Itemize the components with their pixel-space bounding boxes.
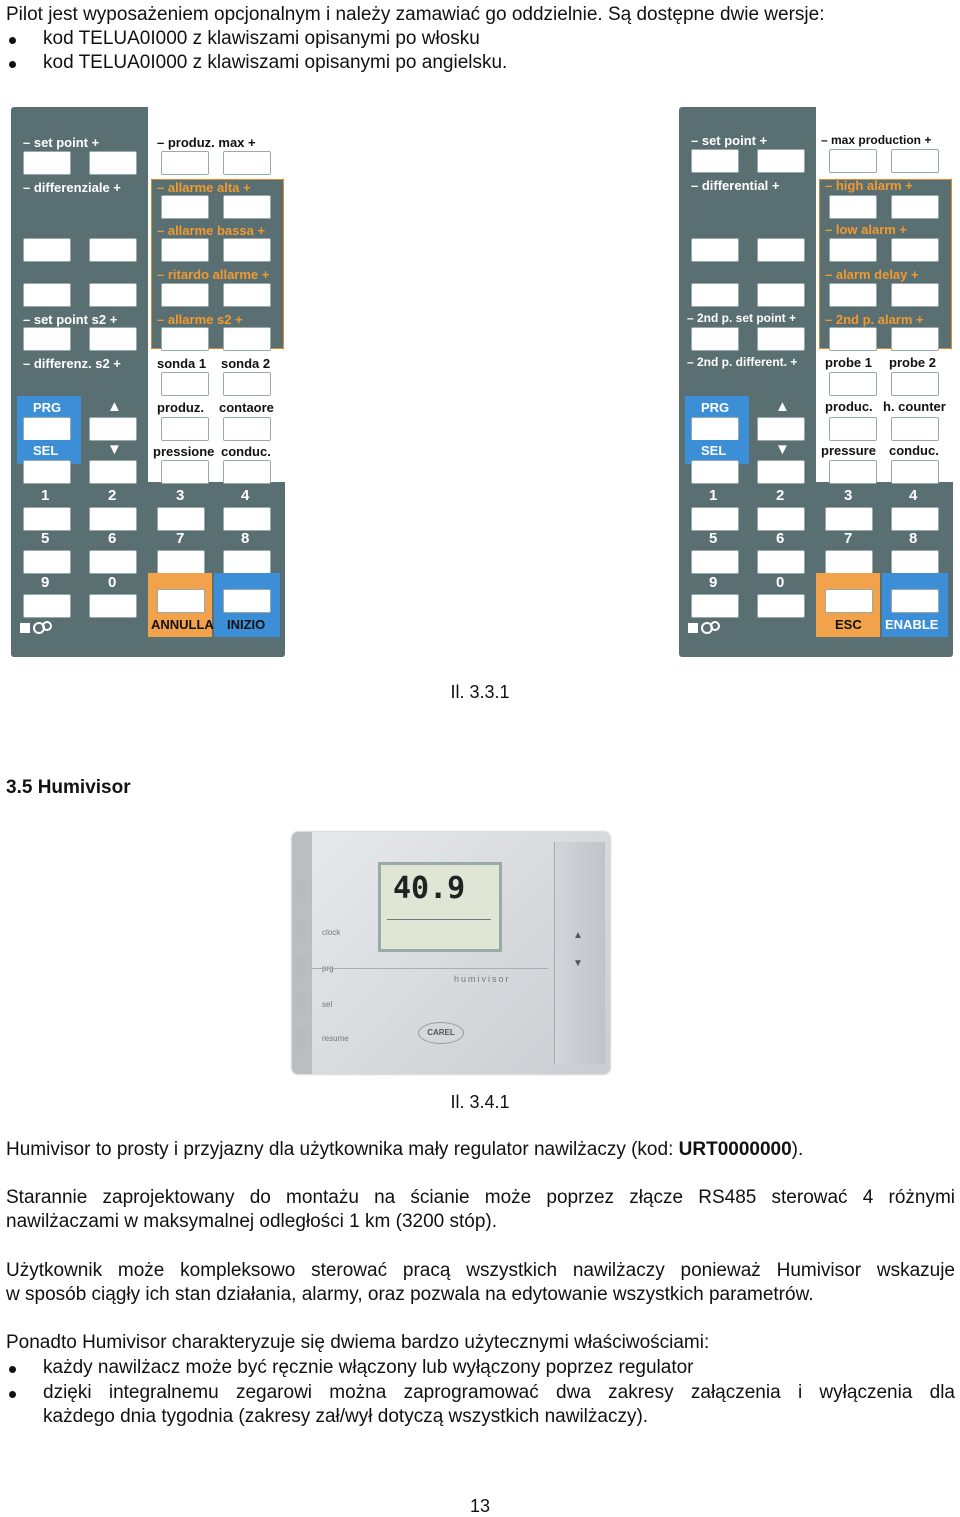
brand-label: humivisor [454,974,511,984]
digit-4: 4 [909,487,918,504]
key[interactable] [223,372,271,396]
digit-7: 7 [844,530,853,547]
key-label: – alarm delay + [825,267,919,282]
key[interactable] [161,460,209,484]
key[interactable] [161,238,209,262]
key[interactable] [757,283,805,307]
keypad-italian [11,107,285,657]
digit-0: 0 [776,574,785,591]
figure-caption: Il. 3.3.1 [450,682,510,702]
key-label: probe 1 [825,355,872,370]
key[interactable] [891,238,939,262]
digit-5: 5 [709,530,718,547]
key-label: – 2nd p. set point + [687,311,797,325]
digit-9: 9 [41,574,50,591]
key[interactable] [829,327,877,351]
key-label: – set point + [23,135,100,150]
key[interactable] [89,238,137,262]
bullet-dot [9,37,16,44]
digit-9: 9 [709,574,718,591]
side-button[interactable] [296,920,306,942]
key[interactable] [223,550,271,574]
key[interactable] [161,327,209,351]
key[interactable] [691,550,739,574]
key[interactable] [161,195,209,219]
digit-0: 0 [108,574,117,591]
key[interactable] [223,283,271,307]
key-label: – differenz. s2 + [23,356,121,371]
paragraph-line: w sposób ciągły ich stan działania, alarmy, oraz pozwala na edytowanie wszystkich parametrów. [6,1284,814,1305]
key[interactable] [829,283,877,307]
key-label: h. counter [883,399,946,414]
digit-4: 4 [241,487,250,504]
paragraph-line: Starannie zaprojektowany do montażu na ścianie może poprzez złącze RS485 sterować 4 różnymi [6,1187,955,1208]
key[interactable] [757,460,805,484]
key[interactable] [89,550,137,574]
key[interactable] [757,327,805,351]
digit-2: 2 [776,487,785,504]
bullet-item: kod TELUA0I000 z klawiszami opisanymi po angielsku. [43,52,508,73]
key-label: – produz. max + [157,135,256,150]
key[interactable] [891,195,939,219]
prg-label: PRG [33,400,62,415]
digit-3: 3 [176,487,185,504]
key-label: sonda 2 [221,356,271,371]
key[interactable] [23,327,71,351]
down-arrow-icon: ▼ [775,441,790,458]
key[interactable] [891,283,939,307]
key[interactable] [23,151,71,175]
key-label: – set point s2 + [23,312,118,327]
down-arrow-icon: ▼ [107,441,122,458]
key[interactable] [829,149,877,173]
key[interactable] [161,151,209,175]
side-button[interactable] [296,992,306,1014]
key-label: – differenziale + [23,180,121,195]
key[interactable] [691,507,739,531]
key[interactable] [23,283,71,307]
digit-8: 8 [909,530,918,547]
key-label: – set point + [691,133,768,148]
key[interactable] [23,417,71,441]
digit-8: 8 [241,530,250,547]
key[interactable] [691,327,739,351]
key[interactable] [825,550,873,574]
key-label: – differential + [691,178,780,193]
key[interactable] [691,594,739,618]
intro-line: Pilot jest wyposażeniem opcjonalnym i należy zamawiać go oddzielnie. Są dostępne dwie wersje: [6,4,825,25]
key-label: pressione [153,444,215,459]
sel-label: sel [322,1000,333,1009]
bullet-item: kod TELUA0I000 z klawiszami opisanymi po włosku [43,28,480,49]
key-label: – allarme alta + [157,180,251,195]
key[interactable] [89,460,137,484]
key[interactable] [161,283,209,307]
key[interactable] [891,417,939,441]
sel-label: SEL [701,443,727,458]
key[interactable] [223,460,271,484]
key[interactable] [691,238,739,262]
key[interactable] [757,238,805,262]
bullet-dot [9,1391,16,1398]
key-label: produz. [157,400,204,415]
page-number: 13 [469,1496,491,1516]
digit-1: 1 [41,487,50,504]
key-label: conduc. [221,444,271,459]
key-label: conduc. [889,443,939,458]
key[interactable] [891,149,939,173]
digit-2: 2 [108,487,117,504]
key-label: – 2nd p. alarm + [825,312,924,327]
key[interactable] [757,594,805,618]
key[interactable] [89,327,137,351]
key-label: probe 2 [889,355,936,370]
key[interactable] [161,372,209,396]
key-label: – low alarm + [825,222,908,237]
key[interactable] [691,460,739,484]
key[interactable] [89,283,137,307]
key[interactable] [223,151,271,175]
sel-label: SEL [33,443,59,458]
digit-7: 7 [176,530,185,547]
side-panel [554,842,605,1064]
key[interactable] [825,507,873,531]
key[interactable] [23,460,71,484]
up-arrow-icon: ▲ [775,398,790,415]
key[interactable] [89,594,137,618]
key[interactable] [223,327,271,351]
paragraph: Humivisor to prosty i przyjazny dla użytkownika mały regulator nawilżaczy (kod: URT0000000). [6,1139,804,1160]
steam-icon [687,619,721,637]
carel-logo: CAREL [418,1022,464,1044]
key[interactable] [757,507,805,531]
key-label: pressure [821,443,876,458]
key[interactable] [829,372,877,396]
lcd-display [378,862,502,952]
bullet-dot [9,61,16,68]
side-button[interactable] [296,956,306,978]
bullet-item: każdy nawilżacz może być ręcznie włączony lub wyłączony poprzez regulator [43,1357,694,1378]
bullet-item: dzięki integralnemu zegarowi można zaprogramować dwa zakresy załączenia i wyłączenia dla [43,1382,955,1403]
key[interactable] [757,550,805,574]
annulla-label: ANNULLA [151,617,214,632]
key[interactable] [23,550,71,574]
key[interactable] [891,327,939,351]
key[interactable] [891,460,939,484]
key[interactable] [891,550,939,574]
key[interactable] [891,372,939,396]
digit-5: 5 [41,530,50,547]
key[interactable] [223,238,271,262]
key[interactable] [691,417,739,441]
key[interactable] [89,507,137,531]
figure-caption: Il. 3.4.1 [450,1092,510,1112]
steam-icon [19,619,53,637]
key-label: sonda 1 [157,356,207,371]
bullet-dot [9,1366,16,1373]
key[interactable] [161,417,209,441]
paragraph-line: nawilżaczami w maksymalnej odległości 1 km (3200 stóp). [6,1211,498,1232]
side-button[interactable] [296,1028,306,1050]
key[interactable] [157,507,205,531]
product-code: URT0000000 [678,1139,792,1160]
key[interactable] [829,460,877,484]
prg-label: PRG [701,400,730,415]
key-label: – 2nd p. different. + [687,355,798,369]
section-heading: 3.5 Humivisor [6,777,131,798]
key[interactable] [89,151,137,175]
enable-label: ENABLE [885,617,939,632]
clock-label: clock [322,928,341,937]
key[interactable] [23,507,71,531]
key-label: contaore [219,400,274,415]
key[interactable] [691,149,739,173]
key[interactable] [23,238,71,262]
up-arrow-icon: ▲ [107,398,122,415]
bullet-item-continuation: każdego dnia tygodnia (zakresy zał/wył dotyczą wszystkich nawilżaczy). [43,1406,649,1427]
side-button[interactable] [296,880,306,902]
display-value: 40.9 [393,871,466,906]
key-label: – allarme s2 + [157,312,243,327]
digit-3: 3 [844,487,853,504]
key[interactable] [829,417,877,441]
key[interactable] [691,283,739,307]
key[interactable] [89,417,137,441]
key[interactable] [157,550,205,574]
key[interactable] [223,507,271,531]
key[interactable] [23,594,71,618]
digit-1: 1 [709,487,718,504]
humivisor-device [292,832,610,1074]
digit-6: 6 [108,530,117,547]
inizio-label: INIZIO [227,617,266,632]
down-arrow-icon[interactable]: ▼ [573,958,583,969]
key[interactable] [757,417,805,441]
key[interactable] [223,195,271,219]
keypad-english [679,107,953,657]
key[interactable] [891,507,939,531]
key-label: – max production + [821,133,932,147]
esc-label: ESC [835,617,862,632]
resume-label: resume [322,1034,349,1043]
key[interactable] [829,195,877,219]
key-label: – high alarm + [825,178,913,193]
paragraph: Ponadto Humivisor charakteryzuje się dwiema bardzo użytecznymi właściwościami: [6,1332,710,1353]
key[interactable] [757,149,805,173]
key-label: – ritardo allarme + [157,267,270,282]
digit-6: 6 [776,530,785,547]
paragraph-line: Użytkownik może kompleksowo sterować pracą wszystkich nawilżaczy ponieważ Humivisor wskazuje [6,1260,955,1281]
key[interactable] [223,417,271,441]
key-label: produc. [825,399,873,414]
up-arrow-icon[interactable]: ▲ [573,930,583,941]
key[interactable] [829,238,877,262]
key-label: – allarme bassa + [157,223,266,238]
